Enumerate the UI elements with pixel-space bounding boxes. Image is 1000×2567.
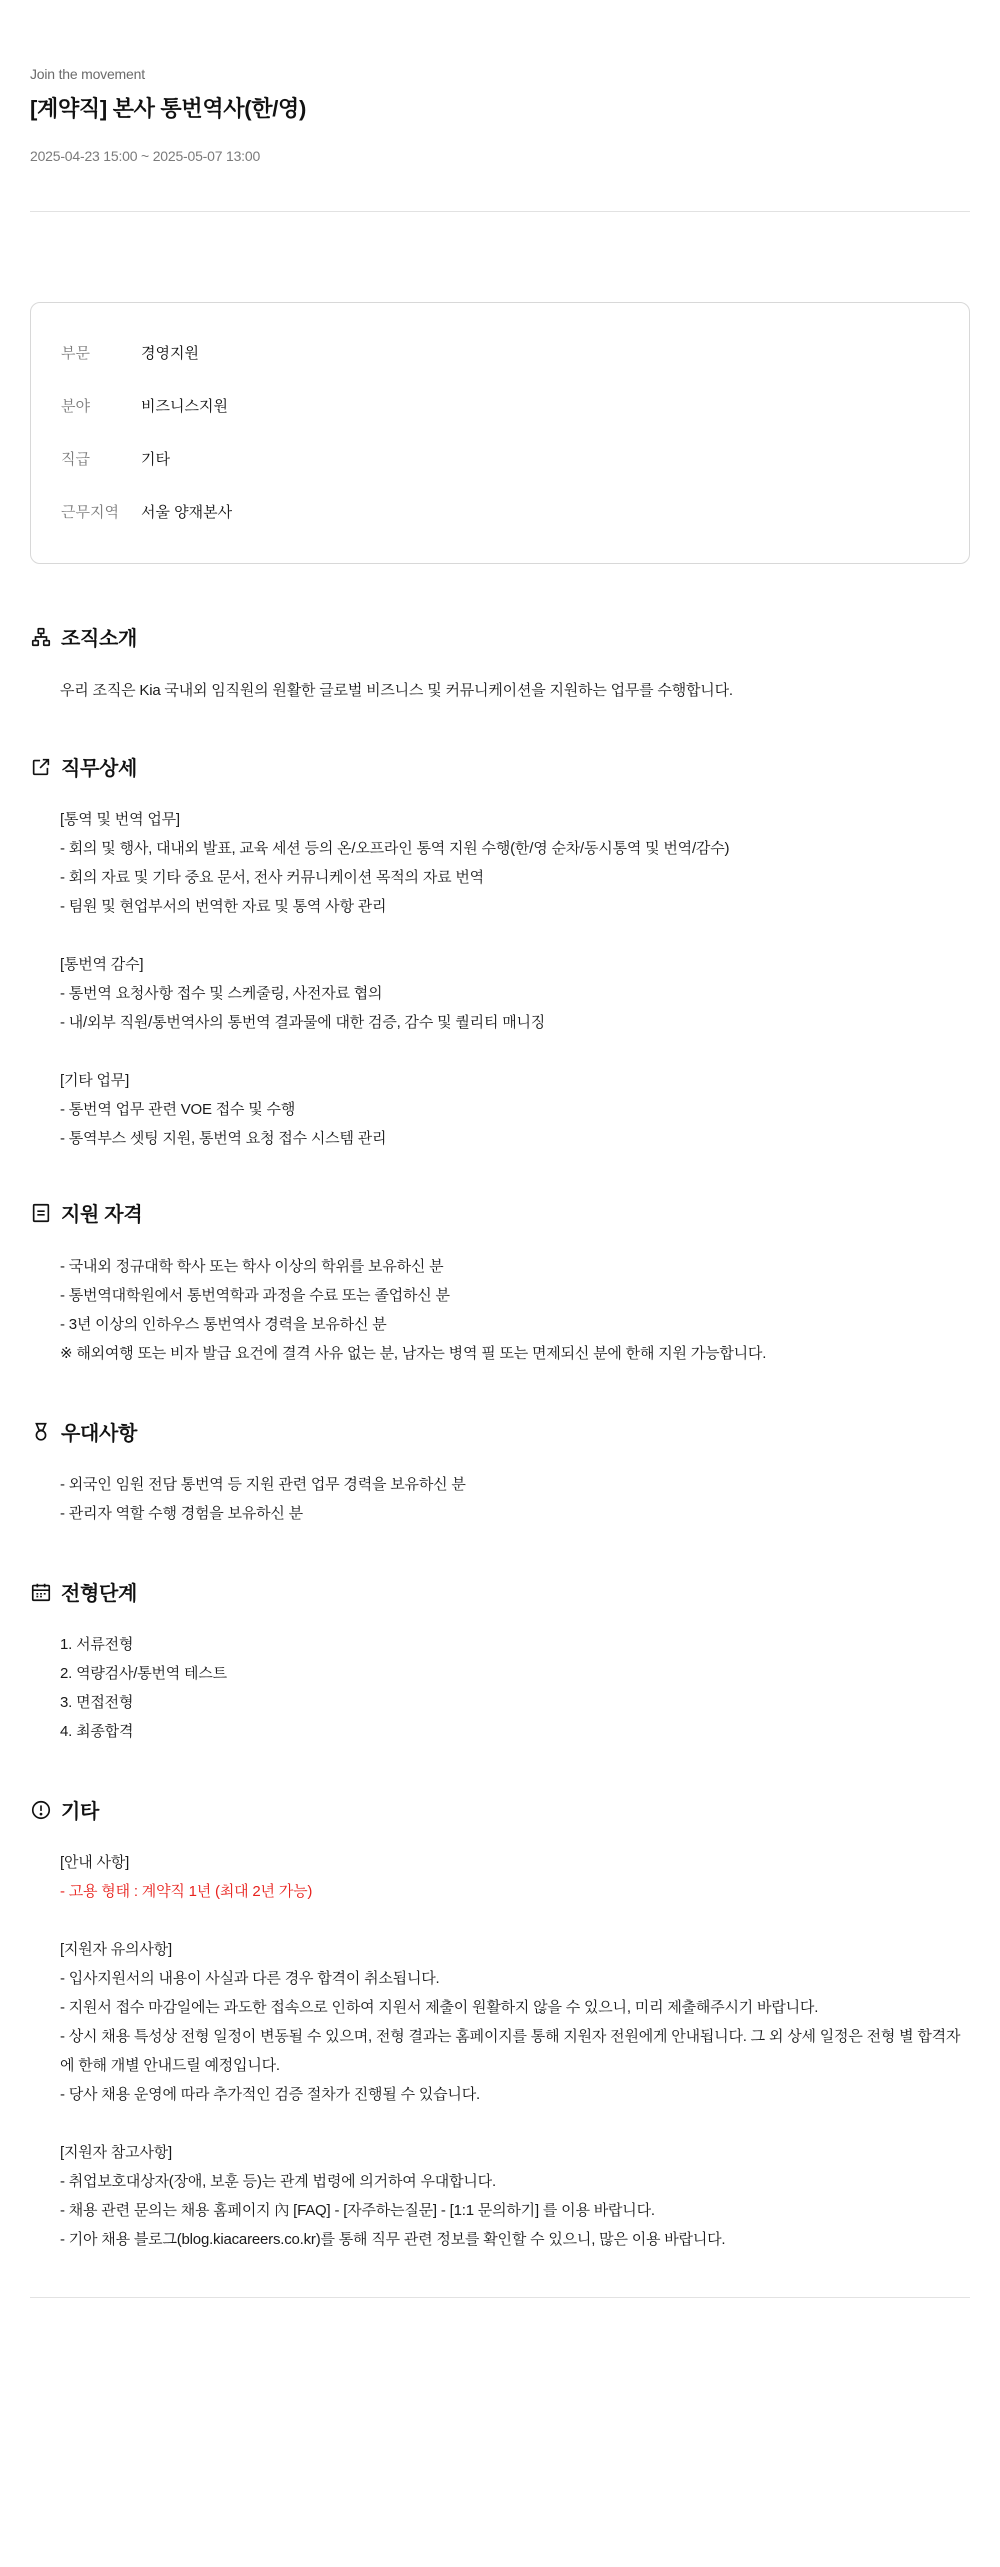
footer-divider: [30, 2297, 970, 2298]
body-line: [기타 업무]: [60, 1072, 130, 1089]
body-line: - 관리자 역할 수행 경험을 보유하신 분: [60, 1505, 303, 1522]
info-key: 근무지역: [61, 504, 119, 521]
body-line: [안내 사항]: [60, 1854, 130, 1871]
section-title: 직무상세: [61, 758, 138, 780]
info-value: 서울 양재본사: [141, 504, 233, 521]
body-line: - 취업보호대상자(장애, 보훈 등)는 관계 법령에 의거하여 우대합니다.: [60, 2173, 496, 2190]
body-line: [60, 1906, 970, 1935]
header-divider: [30, 211, 970, 212]
body-line: - 지원서 접수 마감일에는 과도한 접속으로 인하여 지원서 제출이 원활하지 않을 수 있으니, 미리 제출해주시기 바랍니다.: [60, 1999, 819, 2016]
body-line: - 3년 이상의 인하우스 통번역사 경력을 보유하신 분: [60, 1316, 387, 1333]
info-value: 비즈니스지원: [141, 398, 228, 415]
job-info-card: [30, 302, 970, 564]
info-key: 직급: [61, 451, 90, 468]
section-title: 조직소개: [61, 628, 138, 650]
info-row-rank: [61, 448, 170, 469]
section-body-process: [60, 1630, 970, 1746]
alert-circle-icon: [30, 1799, 52, 1821]
medal-icon: [30, 1421, 52, 1443]
section-heading-etc: [30, 1795, 99, 1824]
section-title: 전형단계: [61, 1583, 138, 1605]
section-title: 기타: [61, 1801, 100, 1823]
body-line: - 당사 채용 운영에 따라 추가적인 검증 절차가 진행될 수 있습니다.: [60, 2086, 480, 2103]
body-line: - 내/외부 직원/통번역사의 통번역 결과물에 대한 검증, 감수 및 퀄리티 매니징: [60, 1014, 546, 1031]
body-line: [60, 2109, 970, 2138]
edit-icon: [30, 756, 52, 778]
body-line: [지원자 유의사항]: [60, 1941, 172, 1958]
employment-type-notice: - 고용 형태 : 계약직 1년 (최대 2년 가능): [60, 1883, 313, 1900]
application-period: 2025-04-23 15:00 ~ 2025-05-07 13:00: [30, 148, 261, 164]
body-line: - 외국인 임원 전담 통번역 등 지원 관련 업무 경력을 보유하신 분: [60, 1476, 466, 1493]
body-line: - 회의 자료 및 기타 중요 문서, 전사 커뮤니케이션 목적의 자료 번역: [60, 869, 484, 886]
body-line: [통번역 감수]: [60, 956, 144, 973]
info-value: 기타: [141, 451, 170, 468]
body-line: [지원자 참고사항]: [60, 2144, 172, 2161]
calendar-icon: [30, 1581, 52, 1603]
section-title: 지원 자격: [61, 1204, 143, 1226]
body-line: - 기아 채용 블로그(blog.kiacareers.co.kr)를 통해 직무 관련 정보를 확인할 수 있으니, 많은 이용 바랍니다.: [60, 2231, 726, 2248]
org-chart-icon: [30, 626, 52, 648]
section-title: 우대사항: [61, 1423, 138, 1445]
section-body-etc: [60, 1848, 970, 2254]
body-line: [60, 1037, 970, 1066]
process-step: 4. 최종합격: [60, 1723, 134, 1740]
info-row-location: [61, 501, 232, 522]
process-step: 3. 면접전형: [60, 1694, 134, 1711]
section-heading-process: [30, 1577, 137, 1606]
body-line: [통역 및 번역 업무]: [60, 811, 180, 828]
section-body-org: [60, 676, 970, 705]
info-key: 분야: [61, 398, 90, 415]
eyebrow-text: Join the movement: [30, 66, 145, 82]
process-step: 2. 역량검사/통번역 테스트: [60, 1665, 227, 1682]
body-line: 우리 조직은 Kia 국내외 임직원의 원활한 글로벌 비즈니스 및 커뮤니케이션을 지원하는 업무를 수행합니다.: [60, 682, 733, 699]
body-line: - 입사지원서의 내용이 사실과 다른 경우 합격이 취소됩니다.: [60, 1970, 440, 1987]
info-key: 부문: [61, 345, 90, 362]
body-line: - 상시 채용 특성상 전형 일정이 변동될 수 있으며, 전형 결과는 홈페이지를 통해 지원자 전원에게 안내됩니다. 그 외 상세 일정은 전형 별 합격자에 한해 개별 안내드릴 예정입니다.: [60, 2028, 961, 2074]
section-body-duty: [60, 805, 970, 1153]
document-icon: [30, 1202, 52, 1224]
page-title: [계약직] 본사 통번역사(한/영): [30, 96, 307, 121]
section-heading-duty: [30, 752, 137, 781]
info-row-field: [61, 395, 228, 416]
body-line: - 통번역 요청사항 접수 및 스케줄링, 사전자료 협의: [60, 985, 383, 1002]
body-line: ※ 해외여행 또는 비자 발급 요건에 결격 사유 없는 분, 남자는 병역 필 또는 면제되신 분에 한해 지원 가능합니다.: [60, 1345, 767, 1362]
section-heading-qualification: [30, 1198, 142, 1227]
section-body-qualification: [60, 1252, 970, 1368]
body-line: - 통번역대학원에서 통번역학과 과정을 수료 또는 졸업하신 분: [60, 1287, 450, 1304]
process-step: 1. 서류전형: [60, 1636, 134, 1653]
body-line: - 회의 및 행사, 대내외 발표, 교육 세션 등의 온/오프라인 통역 지원 수행(한/영 순차/동시통역 및 번역/감수): [60, 840, 730, 857]
info-row-division: [61, 342, 199, 363]
body-line: [60, 921, 970, 950]
body-line: - 채용 관련 문의는 채용 홈페이지 內 [FAQ] - [자주하는질문] - [1:1 문의하기] 를 이용 바랍니다.: [60, 2202, 655, 2219]
info-value: 경영지원: [141, 345, 199, 362]
body-line: - 통역부스 셋팅 지원, 통번역 요청 접수 시스템 관리: [60, 1130, 387, 1147]
body-line: - 팀원 및 현업부서의 번역한 자료 및 통역 사항 관리: [60, 898, 387, 915]
section-body-preference: [60, 1470, 970, 1528]
section-heading-org: [30, 622, 137, 651]
body-line: - 통번역 업무 관련 VOE 접수 및 수행: [60, 1101, 296, 1118]
body-line: - 국내외 정규대학 학사 또는 학사 이상의 학위를 보유하신 분: [60, 1258, 444, 1275]
section-heading-preference: [30, 1417, 137, 1446]
